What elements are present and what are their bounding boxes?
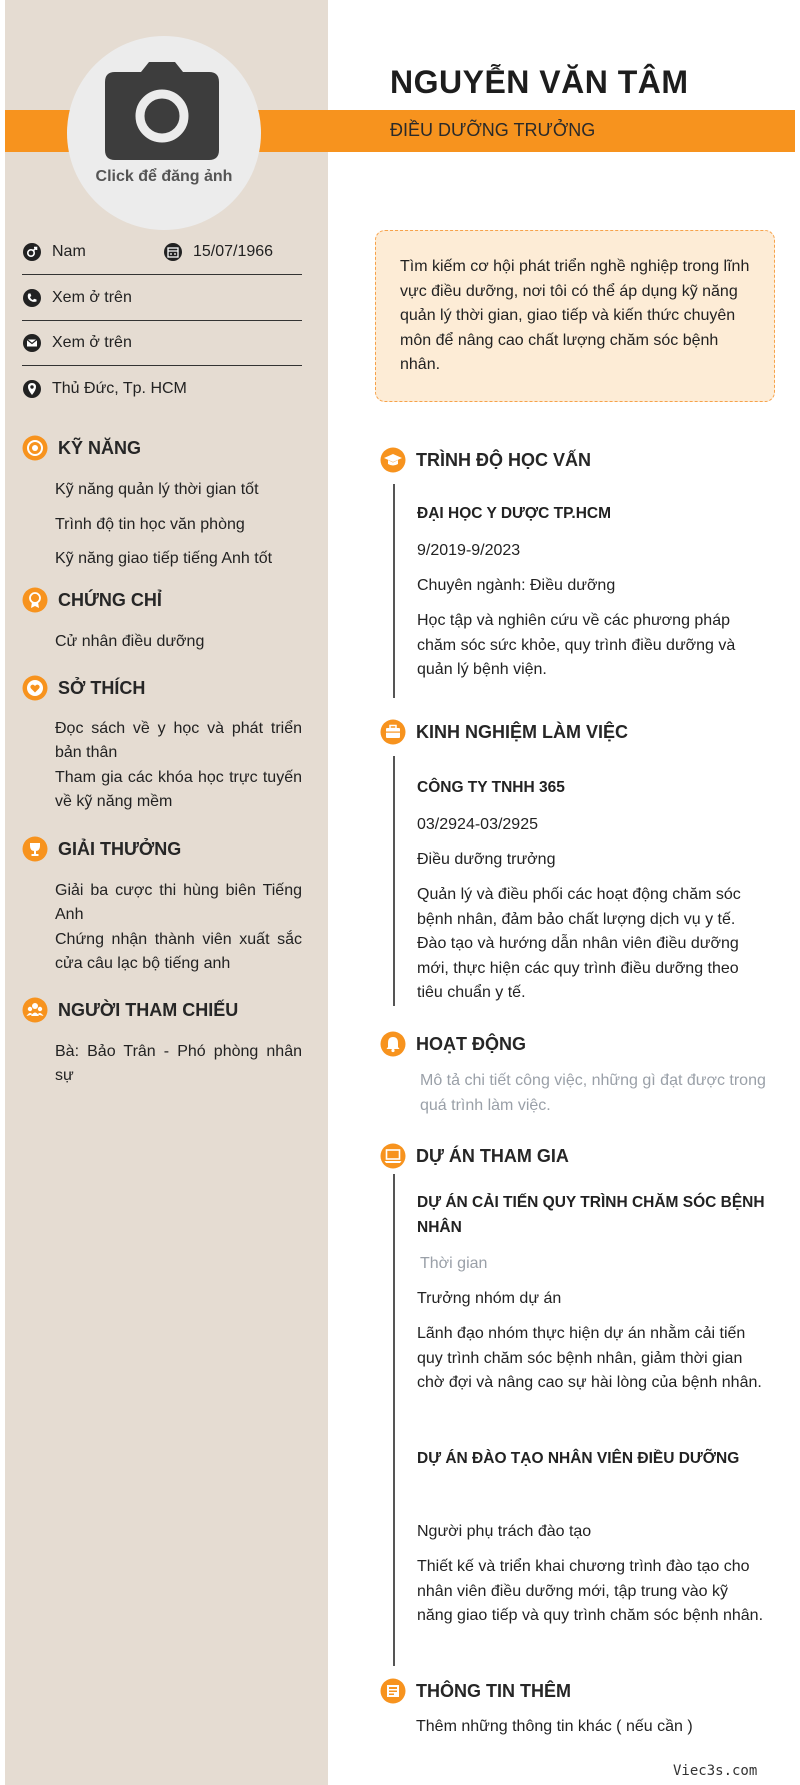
section-title-references[interactable] — [22, 997, 238, 1023]
section-title-activities[interactable] — [380, 1031, 526, 1057]
skill-item[interactable]: Kỹ năng giao tiếp tiếng Anh tốt — [55, 550, 273, 567]
address-value: Thủ Đức, Tp. HCM — [52, 380, 187, 397]
education-major[interactable]: Chuyên ngành: Điều dưỡng — [417, 577, 616, 594]
divider — [22, 365, 302, 366]
avatar-caption: Click để đăng ảnh — [95, 168, 233, 185]
education-period[interactable]: 9/2019-9/2023 — [417, 542, 521, 559]
award-item[interactable]: Chứng nhận thành viên xuất sắc cửa câu lạc bộ tiếng anh — [55, 931, 302, 972]
reference-item[interactable]: Bà: Bảo Trân - Phó phòng nhân sự — [55, 1043, 302, 1084]
project-role[interactable]: Trưởng nhóm dự án — [417, 1290, 562, 1307]
briefcase-icon — [380, 719, 406, 745]
email-icon — [22, 333, 42, 353]
trophy-icon — [22, 836, 48, 862]
education-description[interactable]: Học tập và nghiên cứu về các phương pháp chăm sóc sức khỏe, quy trình điều dưỡng và quản lý bệnh viện. — [417, 612, 736, 678]
experience-period[interactable]: 03/2924-03/2925 — [417, 816, 538, 833]
awards-title: GIẢI THƯỞNG — [58, 838, 182, 859]
certificate-item[interactable]: Cử nhân điều dưỡng — [55, 633, 205, 650]
divider — [22, 274, 302, 275]
people-icon — [22, 997, 48, 1023]
hobbies-title: SỞ THÍCH — [58, 677, 146, 698]
skills-title: KỸ NĂNG — [58, 437, 142, 458]
section-title-experience[interactable] — [380, 719, 628, 745]
experience-title: KINH NGHIỆM LÀM VIỆC — [416, 721, 629, 742]
experience-position[interactable]: Điều dưỡng trưởng — [417, 851, 556, 868]
graduation-cap-icon — [380, 447, 406, 473]
project-name[interactable]: DỰ ÁN CẢI TIẾN QUY TRÌNH CHĂM SÓC BỆNH NHÂN — [417, 1194, 765, 1236]
certificates-title: CHỨNG CHỈ — [58, 589, 162, 610]
project-time[interactable]: Thời gian — [420, 1255, 488, 1272]
birthday-value: 15/07/1966 — [193, 243, 274, 260]
project-role[interactable]: Người phụ trách đào tạo — [417, 1523, 592, 1540]
phone-value: Xem ở trên — [52, 289, 132, 306]
bell-icon — [380, 1031, 406, 1057]
phone-icon — [22, 288, 42, 308]
award-item[interactable]: Giải ba cược thi hùng biên Tiếng Anh — [55, 882, 302, 923]
award-medal-icon — [22, 587, 48, 613]
skill-item[interactable]: Trình độ tin học văn phòng — [55, 516, 245, 533]
activities-placeholder[interactable]: Mô tả chi tiết công việc, những gì đạt được trong quá trình làm việc. — [420, 1072, 766, 1114]
project-description[interactable]: Lãnh đạo nhóm thực hiện dự án nhằm cải tiến quy trình chăm sóc bệnh nhân, giảm thời gian chờ đợi và nâng cao sự hài lòng của bệnh nhân. — [417, 1325, 762, 1391]
camera-icon — [105, 62, 219, 160]
birthday-field[interactable] — [163, 232, 273, 272]
timeline-line — [393, 756, 395, 1006]
gender-field[interactable] — [22, 232, 86, 272]
projects-title: DỰ ÁN THAM GIA — [416, 1145, 569, 1166]
school-name[interactable]: ĐẠI HỌC Y DƯỢC TP.HCM — [417, 505, 612, 522]
references-title: NGƯỜI THAM CHIẾU — [58, 999, 239, 1020]
section-title-education[interactable] — [380, 447, 591, 473]
calendar-icon — [163, 242, 183, 262]
timeline-line — [393, 484, 395, 698]
section-title-skills[interactable] — [22, 435, 141, 461]
hobby-item[interactable]: Tham gia các khóa học trực tuyến về kỹ năng mềm — [55, 769, 302, 810]
email-value: Xem ở trên — [52, 334, 132, 351]
experience-description[interactable]: Quản lý và điều phối các hoạt động chăm sóc bệnh nhân, đảm bảo chất lượng dịch vụ y tế. Đào tạo và hướng dẫn nhân viên điều dưỡng mới, thực hiện các quy trình điều dưỡng theo tiêu chuẩn y tế. — [417, 886, 741, 1001]
section-title-additional[interactable] — [380, 1678, 571, 1704]
heart-icon — [22, 675, 48, 701]
footer-watermark: Viec3s.com — [673, 1763, 758, 1779]
location-icon — [22, 379, 42, 399]
phone-field[interactable] — [22, 278, 132, 318]
info-card-icon — [380, 1678, 406, 1704]
section-title-certificates[interactable] — [22, 587, 162, 613]
project-description[interactable]: Thiết kế và triển khai chương trình đào tạo cho nhân viên điều dưỡng mới, tập trung vào kỹ năng giao tiếp và quy trình chăm sóc bệnh nhân. — [417, 1558, 764, 1624]
hobby-item[interactable]: Đọc sách về y học và phát triển bản thân — [55, 720, 302, 761]
timeline-line — [393, 1174, 395, 1666]
company-name[interactable]: CÔNG TY TNHH 365 — [417, 779, 565, 796]
section-title-projects[interactable] — [380, 1143, 569, 1169]
gender-value: Nam — [52, 243, 86, 260]
education-title: TRÌNH ĐỘ HỌC VẤN — [416, 449, 591, 470]
activities-title: HOẠT ĐỘNG — [416, 1033, 526, 1054]
job-title[interactable]: ĐIỀU DƯỠNG TRƯỞNG — [390, 120, 596, 140]
laptop-icon — [380, 1143, 406, 1169]
career-objective[interactable]: Tìm kiếm cơ hội phát triển nghề nghiệp trong lĩnh vực điều dưỡng, nơi tôi có thể áp dụng kỹ năng quản lý thời gian, giao tiếp và kiến thức chuyên môn để nâng cao chất lượng chăm sóc bệnh nhân. — [375, 230, 775, 402]
candidate-name[interactable]: NGUYỄN VĂN TÂM — [390, 64, 689, 100]
gender-icon — [22, 242, 42, 262]
skill-item[interactable]: Kỹ năng quản lý thời gian tốt — [55, 481, 259, 498]
address-field[interactable] — [22, 369, 187, 409]
additional-text[interactable]: Thêm những thông tin khác ( nếu cần ) — [416, 1718, 693, 1735]
avatar-upload[interactable] — [67, 36, 261, 230]
skills-icon — [22, 435, 48, 461]
divider — [22, 320, 302, 321]
additional-title: THÔNG TIN THÊM — [416, 1680, 571, 1701]
project-name[interactable]: DỰ ÁN ĐÀO TẠO NHÂN VIÊN ĐIỀU DƯỠNG — [417, 1450, 740, 1467]
email-field[interactable] — [22, 323, 132, 363]
section-title-awards[interactable] — [22, 836, 181, 862]
section-title-hobbies[interactable] — [22, 675, 145, 701]
